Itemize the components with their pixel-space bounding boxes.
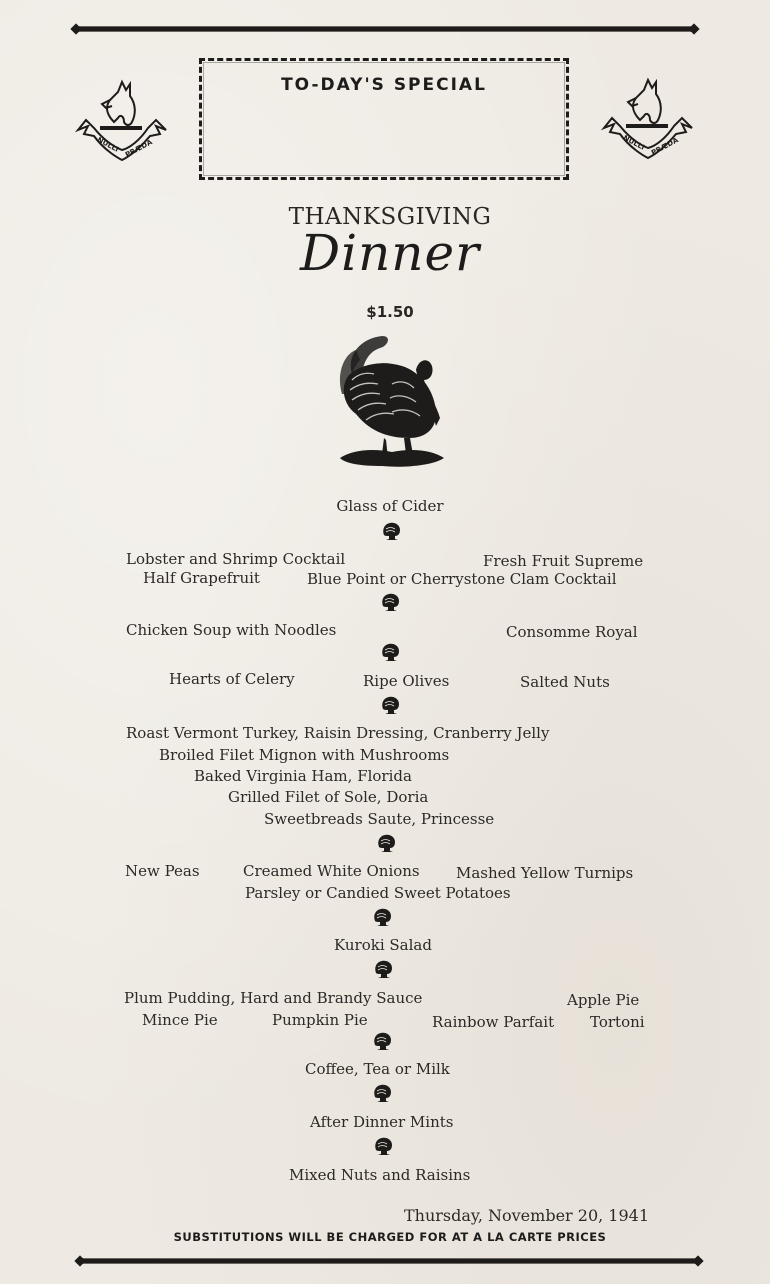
todays-special-title: TO-DAY'S SPECIAL — [281, 75, 487, 95]
svg-text:PRÆDA: PRÆDA — [123, 138, 154, 160]
menu-item-mince-pie: Mince Pie — [142, 1011, 218, 1029]
turkey-separator-icon — [372, 1031, 394, 1051]
turkey-separator-icon — [380, 642, 402, 662]
turkey-separator-icon — [380, 592, 402, 612]
top-rule-divider — [76, 26, 694, 32]
menu-item-chicken-soup: Chicken Soup with Noodles — [126, 621, 337, 639]
turkey-separator-icon — [380, 695, 402, 715]
menu-item-sweet-potatoes: Parsley or Candied Sweet Potatoes — [245, 884, 511, 902]
turkey-separator-icon — [372, 1083, 394, 1103]
svg-text:PRÆDA: PRÆDA — [649, 136, 680, 158]
menu-item-rainbow-parfait: Rainbow Parfait — [432, 1013, 555, 1031]
menu-item-mixed-nuts: Mixed Nuts and Raisins — [289, 1166, 471, 1184]
menu-item-cider: Glass of Cider — [336, 497, 444, 515]
title-dinner: Dinner — [300, 224, 480, 282]
menu-item-half-grapefruit: Half Grapefruit — [143, 569, 260, 587]
svg-text:NULLI: NULLI — [95, 135, 120, 154]
menu-item-after-dinner-mints: After Dinner Mints — [310, 1113, 454, 1131]
menu-item-plum-pudding: Plum Pudding, Hard and Brandy Sauce — [124, 989, 423, 1007]
wolf-crest-icon — [74, 78, 169, 168]
turkey-illustration-icon — [332, 334, 447, 476]
menu-item-apple-pie: Apple Pie — [567, 991, 640, 1009]
menu-item-tortoni: Tortoni — [590, 1013, 645, 1031]
bottom-rule-divider — [80, 1258, 698, 1264]
menu-item-salted-nuts: Salted Nuts — [520, 673, 610, 691]
menu-item-filet-of-sole: Grilled Filet of Sole, Doria — [228, 788, 429, 806]
turkey-separator-icon — [381, 521, 403, 541]
menu-item-sweetbreads: Sweetbreads Saute, Princesse — [264, 810, 495, 828]
menu-item-consomme: Consomme Royal — [506, 623, 638, 641]
menu-item-olives: Ripe Olives — [363, 672, 450, 690]
menu-item-filet-mignon: Broiled Filet Mignon with Mushrooms — [159, 746, 450, 764]
menu-item-new-peas: New Peas — [125, 862, 200, 880]
todays-special-box — [199, 58, 569, 180]
dinner-price: $1.50 — [366, 303, 414, 321]
menu-item-celery: Hearts of Celery — [169, 670, 295, 688]
menu-item-fresh-fruit: Fresh Fruit Supreme — [483, 552, 644, 570]
menu-date: Thursday, November 20, 1941 — [404, 1206, 650, 1225]
menu-item-virginia-ham: Baked Virginia Ham, Florida — [194, 767, 412, 785]
turkey-separator-icon — [373, 1136, 395, 1156]
menu-item-roast-turkey: Roast Vermont Turkey, Raisin Dressing, Cranberry Jelly — [126, 724, 550, 742]
turkey-separator-icon — [376, 833, 398, 853]
menu-item-pumpkin-pie: Pumpkin Pie — [272, 1011, 368, 1029]
turkey-separator-icon — [372, 907, 394, 927]
wolf-crest-icon — [600, 76, 695, 166]
substitutions-notice: SUBSTITUTIONS WILL BE CHARGED FOR AT A LA CARTE PRICES — [173, 1230, 607, 1244]
menu-item-lobster-cocktail: Lobster and Shrimp Cocktail — [126, 550, 346, 568]
turkey-separator-icon — [373, 959, 395, 979]
menu-item-coffee-tea-milk: Coffee, Tea or Milk — [305, 1060, 450, 1078]
title-thanksgiving: THANKSGIVING — [288, 204, 492, 230]
menu-item-kuroki-salad: Kuroki Salad — [334, 936, 432, 954]
menu-item-clam-cocktail: Blue Point or Cherrystone Clam Cocktail — [307, 570, 617, 588]
menu-item-creamed-onions: Creamed White Onions — [243, 862, 420, 880]
menu-item-mashed-turnips: Mashed Yellow Turnips — [456, 864, 634, 882]
svg-text:NULLI: NULLI — [621, 133, 646, 152]
